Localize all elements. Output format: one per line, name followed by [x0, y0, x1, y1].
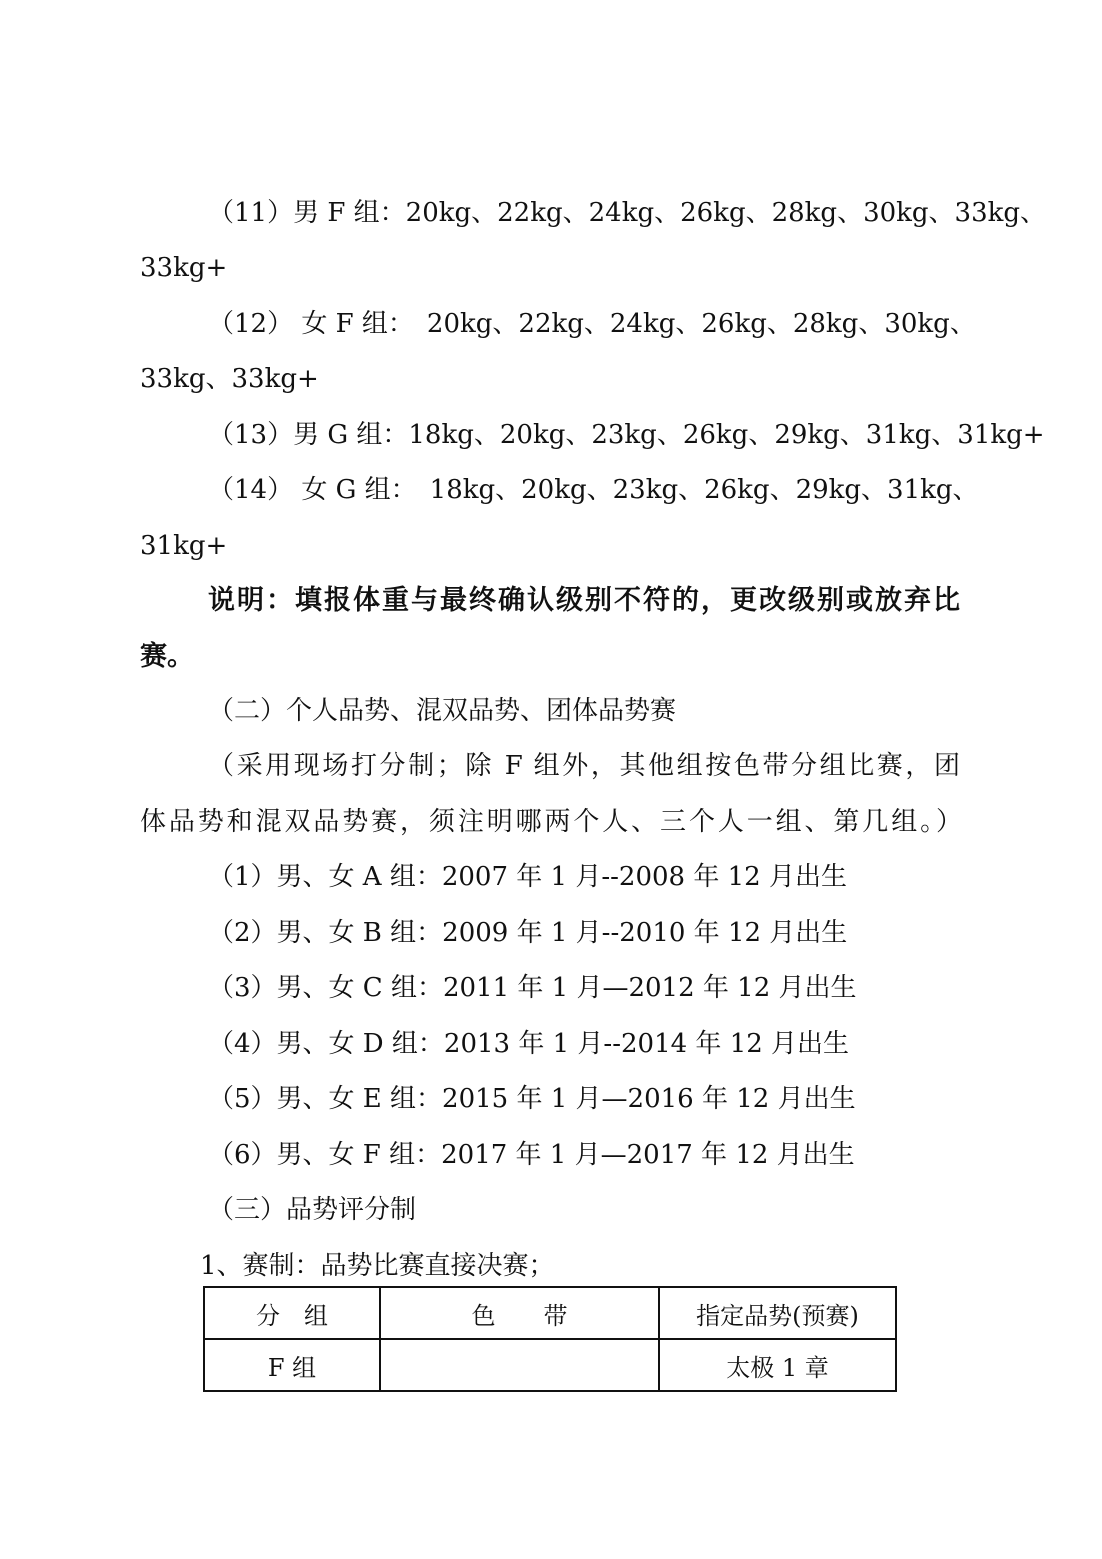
birth-group-c: （3）男、女 C 组：2011 年 1 月—2012 年 12 月出生: [208, 973, 857, 1003]
weight-class-14-line1: （14） 女 G 组： 18kg、20kg、23kg、26kg、29kg、31kg、: [208, 475, 979, 505]
birth-group-d: （4）男、女 D 组：2013 年 1 月--2014 年 12 月出生: [208, 1029, 850, 1059]
table-header-row: [204, 1287, 896, 1339]
weight-class-14-line2: 31kg+: [140, 531, 228, 561]
birth-group-f: （6）男、女 F 组：2017 年 1 月—2017 年 12 月出生: [208, 1140, 855, 1170]
section3-rule: 1、赛制：品势比赛直接决赛；: [200, 1251, 555, 1281]
section3-heading: （三）品势评分制: [208, 1195, 417, 1225]
table-cell-belt: [380, 1339, 659, 1391]
weight-class-11-line2: 33kg+: [140, 253, 228, 283]
section2-heading: （二）个人品势、混双品势、团体品势赛: [208, 696, 677, 726]
section2-desc-line1: （采用现场打分制；除 F 组外，其他组按色带分组比赛，团: [208, 751, 960, 781]
section2-desc-line2: 体品势和混双品势赛，须注明哪两个人、三个人一组、第几组。）: [140, 807, 962, 837]
weight-class-11-line1: （11）男 F 组：20kg、22kg、24kg、26kg、28kg、30kg、33kg、: [208, 198, 1047, 228]
weight-class-12-line1: （12） 女 F 组： 20kg、22kg、24kg、26kg、28kg、30kg、: [208, 309, 976, 339]
note-line2: 赛。: [140, 641, 194, 672]
note-line1: 说明：填报体重与最终确认级别不符的，更改级别或放弃比: [208, 585, 960, 616]
birth-group-a: （1）男、女 A 组：2007 年 1 月--2008 年 12 月出生: [208, 862, 847, 892]
birth-group-b: （2）男、女 B 组：2009 年 1 月--2010 年 12 月出生: [208, 918, 848, 948]
poomsae-table: [203, 1286, 897, 1392]
table-cell-group: F 组: [204, 1339, 380, 1391]
table-row: [204, 1339, 896, 1391]
table-cell-poomsae: 太极 1 章: [659, 1339, 896, 1391]
weight-class-12-line2: 33kg、33kg+: [140, 364, 319, 394]
table-header-cell: 指定品势(预赛): [659, 1287, 896, 1339]
table-header-cell: 色 带: [380, 1287, 659, 1339]
table-header-cell: 分 组: [204, 1287, 380, 1339]
weight-class-13-line1: （13）男 G 组：18kg、20kg、23kg、26kg、29kg、31kg、31kg+: [208, 420, 1045, 450]
birth-group-e: （5）男、女 E 组：2015 年 1 月—2016 年 12 月出生: [208, 1084, 856, 1114]
